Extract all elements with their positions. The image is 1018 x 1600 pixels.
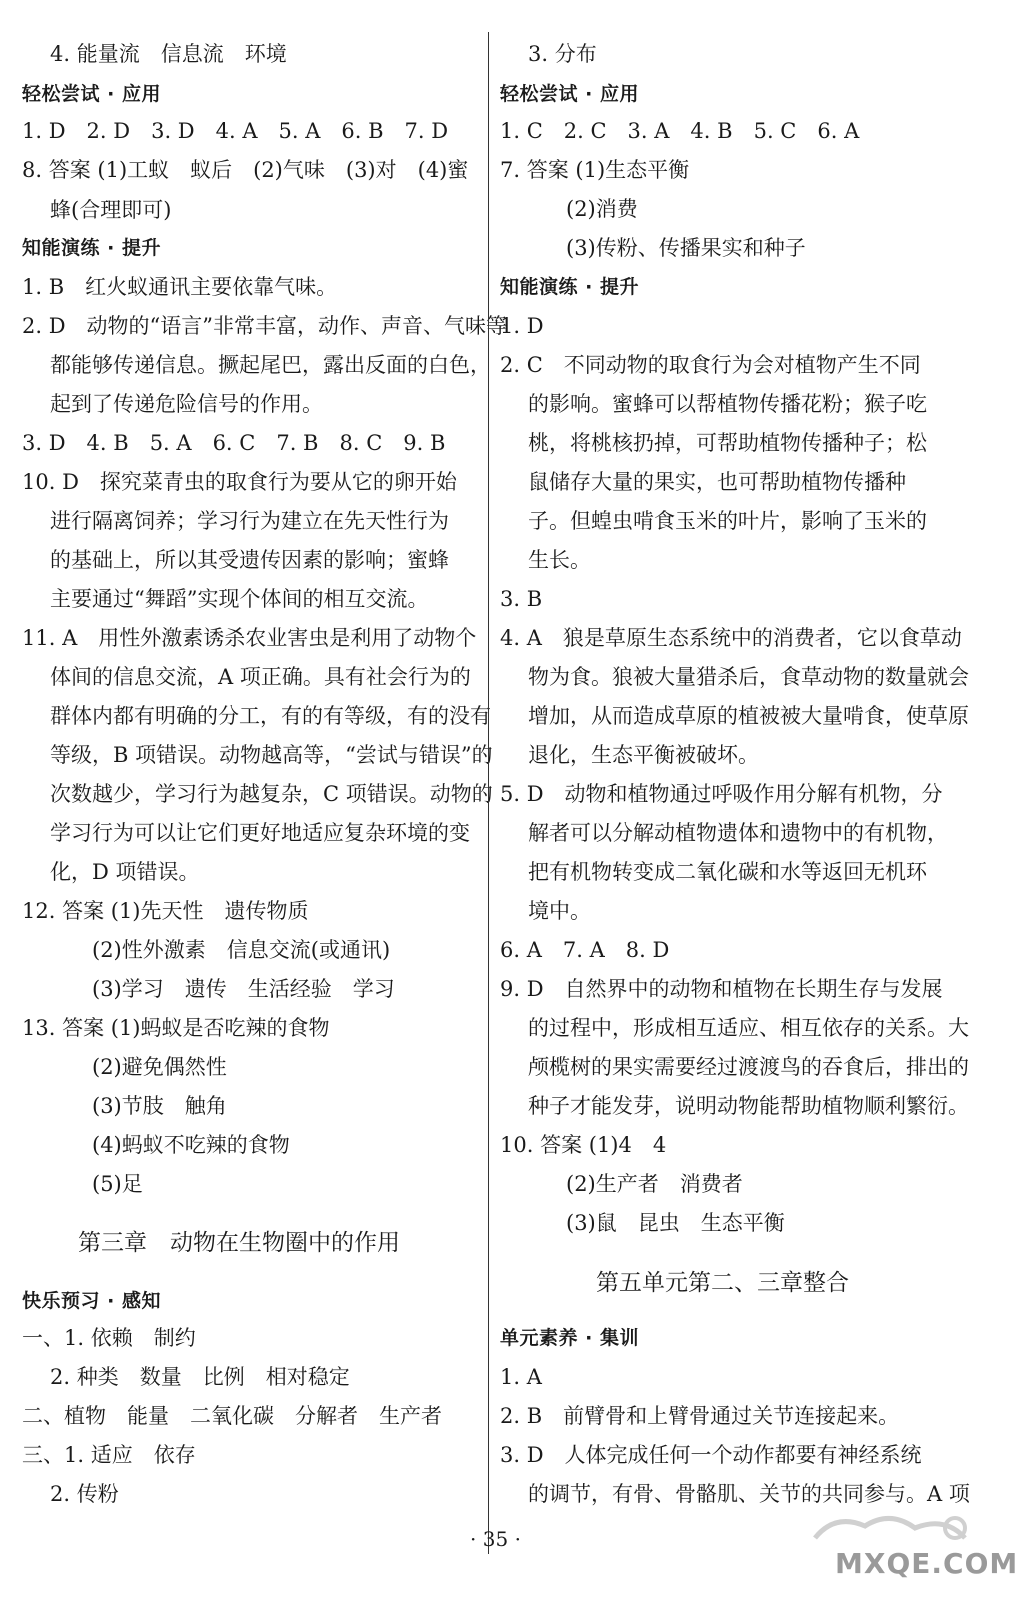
answer-line: 3. B [500, 587, 543, 611]
answer-line: 9. D 自然界中的动物和植物在长期生存与发展 [500, 977, 943, 1001]
answer-line: 3. 分布 [528, 42, 597, 66]
answer-line: 2. C 不同动物的取食行为会对植物产生不同 [500, 353, 921, 377]
answer-line: 生长。 [528, 548, 591, 572]
answer-line: 子。但蝗虫啃食玉米的叶片，影响了玉米的 [528, 509, 927, 533]
answer-line: 三、1. 适应 依存 [22, 1443, 196, 1467]
answer-line: 12. 答案 (1)先天性 遗传物质 [22, 899, 309, 923]
answer-line: (3)学习 遗传 生活经验 学习 [92, 977, 395, 1001]
answer-line: (3)节肢 触角 [92, 1094, 227, 1118]
answer-line: (2)性外激素 信息交流(或通讯) [92, 938, 391, 962]
section-heading: 知能演练 · 提升 [22, 237, 161, 259]
answer-line: (2)消费 [566, 197, 638, 221]
answer-line: 5. D 动物和植物通过呼吸作用分解有机物，分 [500, 782, 943, 806]
answer-line: 1. D 2. D 3. D 4. A 5. A 6. B 7. D [22, 119, 449, 143]
answer-line: 颅榄树的果实需要经过渡渡鸟的吞食后，排出的 [528, 1055, 969, 1079]
answer-line: 2. 种类 数量 比例 相对稳定 [50, 1365, 350, 1389]
section-heading: 知能演练 · 提升 [500, 276, 639, 298]
answer-line: 2. 传粉 [50, 1482, 119, 1506]
answer-line: 8. 答案 (1)工蚁 蚁后 (2)气味 (3)对 (4)蜜 [22, 158, 469, 182]
answer-line: 都能够传递信息。撅起尾巴，露出反面的白色， [50, 353, 491, 377]
answer-line: 1. D [500, 314, 544, 338]
answer-line: (3)传粉、传播果实和种子 [566, 236, 806, 260]
answer-line: 的过程中，形成相互适应、相互依存的关系。大 [528, 1016, 969, 1040]
answer-line: 二、植物 能量 二氧化碳 分解者 生产者 [22, 1404, 442, 1428]
answer-line: 种子才能发芽，说明动物能帮助植物顺利繁衍。 [528, 1094, 969, 1118]
answer-line: 群体内都有明确的分工，有的有等级，有的没有 [50, 704, 491, 728]
answer-line: 起到了传递危险信号的作用。 [50, 392, 323, 416]
answer-line: 1. B 红火蚁通讯主要依靠气味。 [22, 275, 338, 299]
answer-line: 6. A 7. A 8. D [500, 938, 670, 962]
answer-line: 10. D 探究菜青虫的取食行为要从它的卵开始 [22, 470, 457, 494]
answer-line: 13. 答案 (1)蚂蚁是否吃辣的食物 [22, 1016, 330, 1040]
answer-line: 解者可以分解动植物遗体和遗物中的有机物， [528, 821, 948, 845]
column-divider [488, 32, 489, 1554]
answer-line: 进行隔离饲养；学习行为建立在先天性行为 [50, 509, 449, 533]
answer-line: 3. D 4. B 5. A 6. C 7. B 8. C 9. B [22, 431, 446, 455]
answer-line: 一、1. 依赖 制约 [22, 1326, 196, 1350]
answer-line: 11. A 用性外激素诱杀农业害虫是利用了动物个 [22, 626, 477, 650]
answer-line: 次数越少，学习行为越复杂，C 项错误。动物的 [50, 782, 493, 806]
watermark-text: MXQE.COM [835, 1547, 1018, 1580]
answer-line: (3)鼠 昆虫 生态平衡 [566, 1211, 785, 1235]
right-column [500, 0, 970, 1600]
answer-line: 的影响。蜜蜂可以帮植物传播花粉；猴子吃 [528, 392, 927, 416]
section-heading: 单元素养 · 集训 [500, 1327, 639, 1349]
answer-line: 蜂(合理即可) [50, 198, 172, 222]
answer-line: 的调节，有骨、骨骼肌、关节的共同参与。A 项 [528, 1482, 970, 1506]
answer-line: 3. D 人体完成任何一个动作都要有神经系统 [500, 1443, 922, 1467]
answer-line: 10. 答案 (1)4 4 [500, 1133, 667, 1157]
chapter-title: 第三章 动物在生物圈中的作用 [78, 1230, 400, 1256]
answer-line: 2. D 动物的“语言”非常丰富，动作、声音、气味等 [22, 314, 508, 338]
answer-line: 4. 能量流 信息流 环境 [50, 42, 287, 66]
answer-line: 等级，B 项错误。动物越高等，“尝试与错误”的 [50, 743, 493, 767]
page-number: · 35 · [470, 1527, 521, 1551]
answer-line: 鼠储存大量的果实，也可帮助植物传播种 [528, 470, 906, 494]
answer-line: 主要通过“舞蹈”实现个体间的相互交流。 [50, 587, 429, 611]
section-heading: 快乐预习 · 感知 [22, 1290, 161, 1312]
answer-line: 7. 答案 (1)生态平衡 [500, 158, 690, 182]
chapter-title: 第五单元第二、三章整合 [596, 1270, 849, 1296]
answer-line: (2)生产者 消费者 [566, 1172, 743, 1196]
answer-line: 2. B 前臂骨和上臂骨通过关节连接起来。 [500, 1404, 900, 1428]
section-heading: 轻松尝试 · 应用 [500, 83, 639, 105]
answer-line: 1. C 2. C 3. A 4. B 5. C 6. A [500, 119, 860, 143]
answer-line: 退化，生态平衡被破坏。 [528, 743, 759, 767]
answer-line: 把有机物转变成二氧化碳和水等返回无机环 [528, 860, 927, 884]
answer-line: 化，D 项错误。 [50, 860, 200, 884]
answer-line: (2)避免偶然性 [92, 1055, 227, 1079]
section-heading: 轻松尝试 · 应用 [22, 83, 161, 105]
answer-line: 桃，将桃核扔掉，可帮助植物传播种子；松 [528, 431, 927, 455]
answer-line: 1. A [500, 1365, 542, 1389]
answer-line: (5)足 [92, 1172, 143, 1196]
answer-line: (4)蚂蚁不吃辣的食物 [92, 1133, 290, 1157]
answer-line: 的基础上，所以其受遗传因素的影响；蜜蜂 [50, 548, 449, 572]
answer-line: 学习行为可以让它们更好地适应复杂环境的变 [50, 821, 470, 845]
answer-line: 4. A 狼是草原生态系统中的消费者，它以食草动 [500, 626, 962, 650]
answer-line: 境中。 [528, 899, 591, 923]
answer-line: 增加，从而造成草原的植被被大量啃食，使草原 [528, 704, 969, 728]
answer-line: 物为食。狼被大量猎杀后，食草动物的数量就会 [528, 665, 969, 689]
answer-line: 体间的信息交流，A 项正确。具有社会行为的 [50, 665, 471, 689]
